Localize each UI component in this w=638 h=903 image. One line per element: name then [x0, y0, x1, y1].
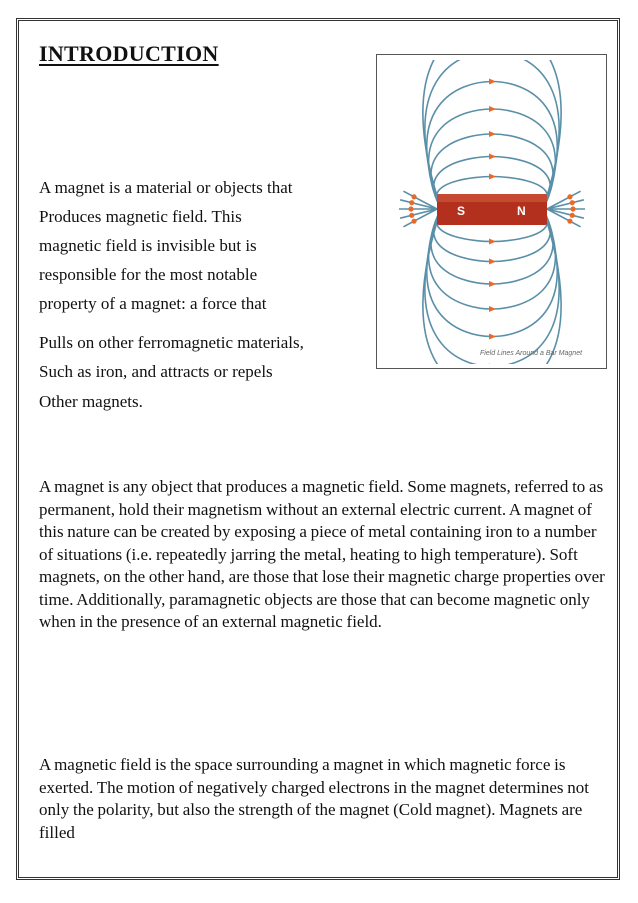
- field-arrow: [567, 219, 572, 224]
- field-arrow: [409, 200, 414, 205]
- intro-line-4: responsible for the most notable: [39, 265, 258, 284]
- south-pole-label: S: [457, 204, 466, 218]
- intro-line-8: Other magnets.: [39, 392, 143, 411]
- field-arrow: [408, 206, 413, 211]
- intro-line-6: Pulls on other ferromagnetic materials,: [39, 333, 304, 352]
- north-pole-label: N: [517, 204, 526, 218]
- paragraph-2: A magnetic field is the space surrounding a magnet in which magnetic force is exerted. The motion of negatively charged electrons in the magnet determines not only the polarity, but also the strength of the magnet (Cold magnet). Magnets are filled: [39, 755, 589, 842]
- intro-line-7: Such as iron, and attracts or repels: [39, 362, 273, 381]
- page-title: INTRODUCTION: [39, 41, 219, 66]
- intro-line-5: property of a magnet: a force that: [39, 294, 267, 313]
- field-arrow: [570, 206, 575, 211]
- field-arrow: [570, 213, 575, 218]
- bar-magnet-illustration: [383, 60, 601, 364]
- field-arrow: [411, 219, 416, 224]
- field-arrow: [411, 194, 416, 199]
- intro-line-1: A magnet is a material or objects that: [39, 178, 293, 197]
- field-arrow: [409, 213, 414, 218]
- field-arrow: [570, 200, 575, 205]
- intro-line-2: Produces magnetic field. This: [39, 207, 242, 226]
- figure-caption: Field Lines Around a Bar Magnet: [479, 350, 583, 357]
- bar-magnet-figure: [376, 54, 607, 369]
- paragraph-1: A magnet is any object that produces a magnetic field. Some magnets, referred to as permanent, hold their magnetism without an external electric current. A magnet of this nature can be created by exposing a piece of metal containing iron to a number of situations (i.e. repeatedly jarring the metal, heating to high temperature). Soft magnets, on the other hand, are those that lose their magnetic charge properties over time. Additionally, paramagnetic objects are those that can become magnetic only when in the presence of an external magnetic field.: [39, 477, 605, 631]
- field-arrow: [567, 194, 572, 199]
- intro-line-3: magnetic field is invisible but is: [39, 236, 257, 255]
